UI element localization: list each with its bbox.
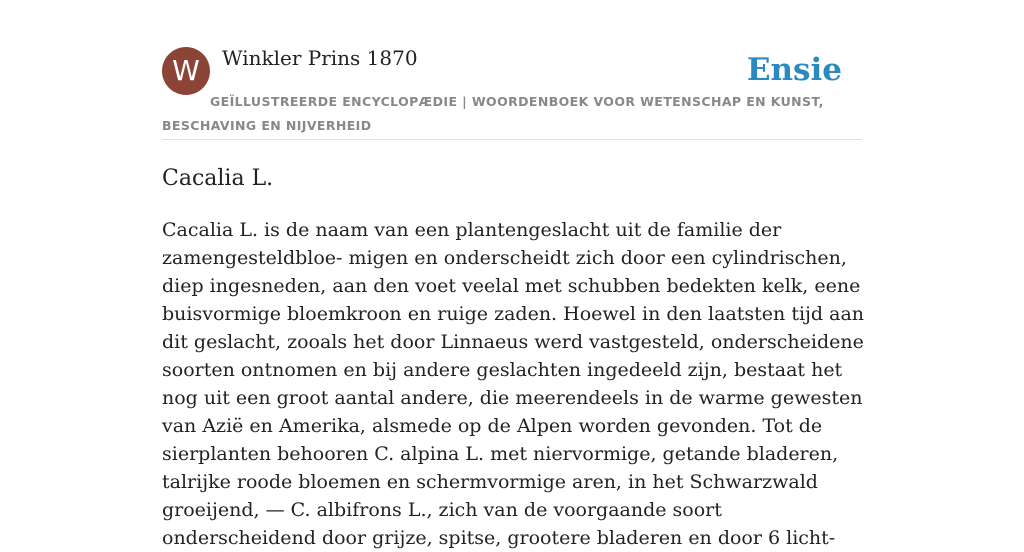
header-divider [162,139,862,140]
article-headword: Cacalia L. [162,166,274,191]
article-body: Cacalia L. is de naam van een plantengeslacht uit de familie der zamengesteldbloe- migen en onderscheidt zich door een cylindrischen, diep ingesneden, aan den voet veelal met schubben bedekten kelk, eene buisvormige bloemkroon en ruige zaden. Hoewel in den laatsten tijd aan dit geslacht, zooals het door Linnaeus werd vastgesteld, onderscheidene soorten ontnomen en bij andere geslachten ingedeeld zijn, bestaat het nog uit een groot aantal andere, die meerendeels in de warme gewesten van Azië en Amerika, alsmede op de Alpen worden gevonden. Tot de sierplanten behooren C. alpina L. met niervormige, getande bladeren, talrijke roode bloemen en schermvormige aren, in het Schwarzwald groeijend, — C. albifrons L., zich van de voorgaande soort onderscheidend door grijze, spitse, grootere bladeren en door 6 licht- [162,219,865,549]
source-avatar[interactable]: W [162,47,210,95]
source-subtitle: GEÏLLUSTREERDE ENCYCLOPÆDIE | WOORDENBOEK VOOR WETENSCHAP EN KUNST, BESCHAVING EN NIJVERHEID [162,94,824,133]
ensie-logo[interactable]: Ensie [746,52,842,88]
source-title[interactable]: Winkler Prins 1870 [222,46,418,70]
